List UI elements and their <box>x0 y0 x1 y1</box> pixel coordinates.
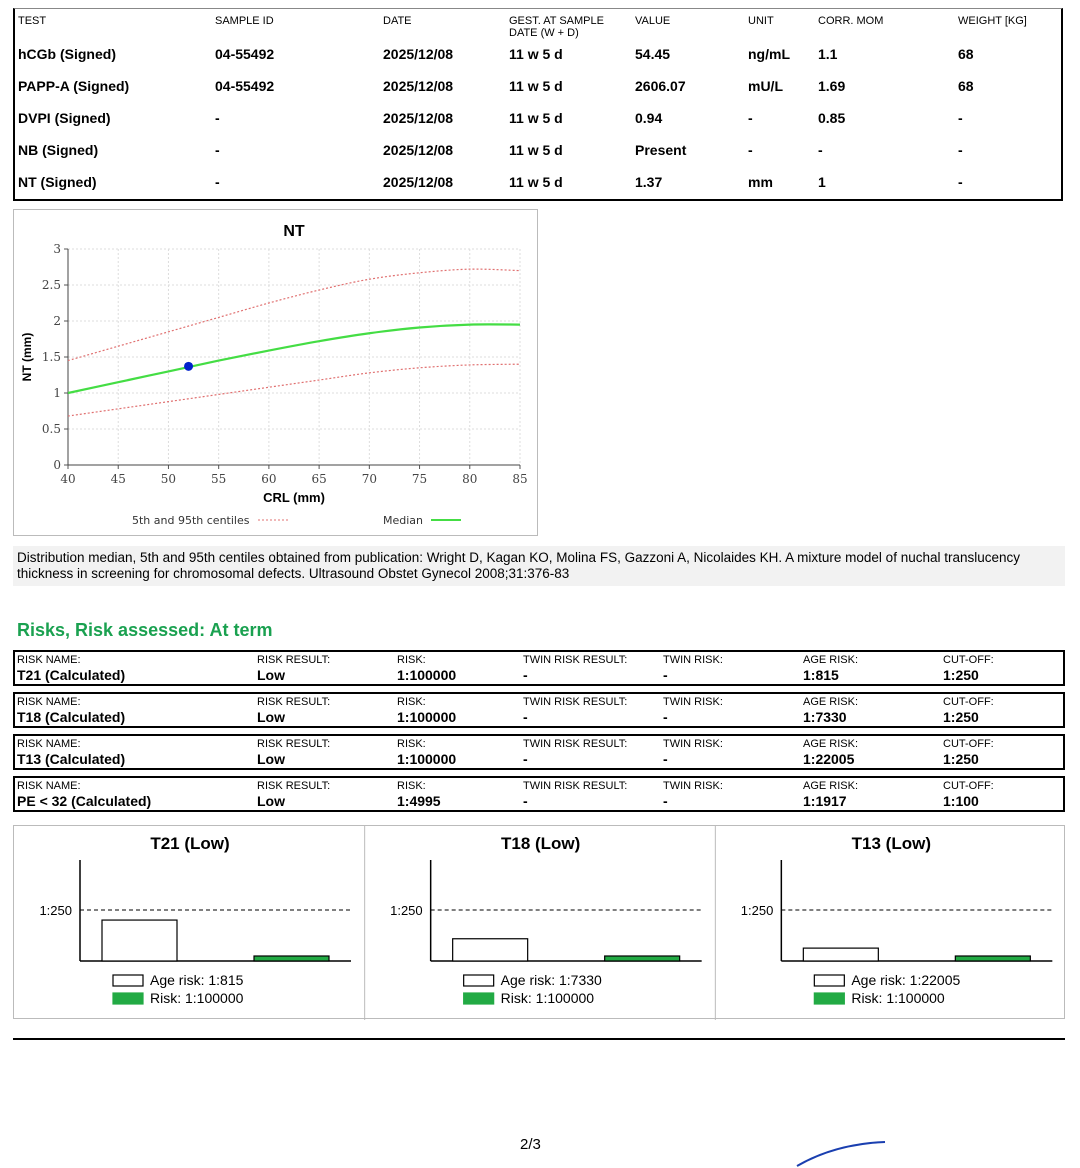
risk-field-label: TWIN RISK: <box>663 780 723 792</box>
risk-field-value: 1:100000 <box>397 751 457 767</box>
table-cell: - <box>818 142 823 158</box>
legend-swatch <box>814 993 844 1004</box>
risk-chart-title: T13 (Low) <box>851 834 932 853</box>
risk-field-label: TWIN RISK RESULT: <box>523 738 628 750</box>
table-cell: mm <box>748 174 773 190</box>
cutoff-label: 1:250 <box>39 903 72 918</box>
nt-chart <box>13 209 538 536</box>
table-cell: 11 w 5 d <box>509 78 563 94</box>
reference-note: Distribution median, 5th and 95th centiles obtained from publication: Wright D, Kagan KO, Molina FS, Gazzoni A, Nicolaides KH. A mixture model of nuchal translucency thickness in screening for chromosomal defects. Ultrasound Obstet Gynecol 2008;31:376-83 <box>13 546 1065 586</box>
legend-label: Risk: 1:100000 <box>851 990 945 1006</box>
risk-row <box>13 776 1065 812</box>
risks-title: Risks, Risk assessed: At term <box>17 620 273 640</box>
risk-field-label: RISK RESULT: <box>257 738 331 750</box>
risk-field-value: 1:1917 <box>803 793 847 809</box>
table-cell: ng/mL <box>748 46 790 62</box>
risk-bar <box>605 956 680 961</box>
risk-row <box>13 650 1065 686</box>
risk-field-label: RISK RESULT: <box>257 696 331 708</box>
risk-bar-charts-svg <box>14 826 1066 1020</box>
age-risk-bar <box>803 948 878 961</box>
legend-label: Age risk: 1:22005 <box>851 972 961 988</box>
risk-field-label: CUT-OFF: <box>943 738 994 750</box>
column-header: SAMPLE ID <box>215 15 274 27</box>
y-tick-label: 1 <box>53 386 61 400</box>
table-cell: 2025/12/08 <box>383 110 454 126</box>
risk-bar <box>955 956 1030 961</box>
y-tick-label: 2.5 <box>41 278 61 292</box>
table-cell: 11 w 5 d <box>509 142 563 158</box>
table-cell: - <box>215 110 220 126</box>
risk-bar <box>254 956 329 961</box>
legend-centiles-label: 5th and 95th centiles <box>132 514 250 527</box>
table-cell: - <box>748 142 753 158</box>
table-cell: 0.94 <box>635 110 663 126</box>
risk-field-label: TWIN RISK: <box>663 738 723 750</box>
page-number: 2/3 <box>520 1136 541 1153</box>
y-tick-label: 1.5 <box>41 350 61 364</box>
age-risk-bar <box>453 939 528 961</box>
risk-field-value: 1:250 <box>943 751 979 767</box>
risk-field-label: RISK NAME: <box>17 780 81 792</box>
risk-field-label: TWIN RISK RESULT: <box>523 696 628 708</box>
legend-label: Age risk: 1:7330 <box>500 972 602 988</box>
risk-field-label: CUT-OFF: <box>943 780 994 792</box>
table-cell: - <box>215 174 220 190</box>
risk-field-label: RISK NAME: <box>17 738 81 750</box>
risk-field-value: 1:250 <box>943 667 979 683</box>
risk-field-value: Low <box>257 667 285 683</box>
table-cell: - <box>958 174 963 190</box>
chart-title: NT <box>283 223 305 240</box>
table-cell: - <box>748 110 753 126</box>
risk-field-value: - <box>663 709 668 725</box>
table-cell: 1.1 <box>818 46 838 62</box>
risk-field-value: 1:100000 <box>397 667 457 683</box>
risk-field-label: RISK NAME: <box>17 696 81 708</box>
nt-chart-svg <box>14 210 539 537</box>
y-tick-label: 2 <box>53 314 61 328</box>
risk-field-value: 1:815 <box>803 667 839 683</box>
risk-field-label: TWIN RISK RESULT: <box>523 654 628 666</box>
table-cell: 11 w 5 d <box>509 110 563 126</box>
risk-field-label: RISK NAME: <box>17 654 81 666</box>
risk-field-value: 1:22005 <box>803 751 855 767</box>
risk-field-value: - <box>663 751 668 767</box>
table-cell: 54.45 <box>635 46 671 62</box>
x-tick-label: 60 <box>261 472 277 486</box>
table-cell: 1.37 <box>635 174 663 190</box>
y-tick-label: 3 <box>53 242 61 256</box>
risk-field-value: 1:100000 <box>397 709 457 725</box>
risk-field-value: Low <box>257 751 285 767</box>
column-header: VALUE <box>635 15 671 27</box>
x-axis-label: CRL (mm) <box>263 490 325 505</box>
risk-row <box>13 734 1065 770</box>
x-tick-label: 75 <box>411 472 428 486</box>
table-cell: 0.85 <box>818 110 846 126</box>
risk-field-label: RISK: <box>397 780 426 792</box>
risk-field-label: CUT-OFF: <box>943 654 994 666</box>
legend-label: Risk: 1:100000 <box>150 990 244 1006</box>
table-cell: 68 <box>958 46 974 62</box>
y-tick-label: 0 <box>53 458 61 472</box>
table-cell: DVPI (Signed) <box>18 110 111 126</box>
risk-field-label: RISK: <box>397 696 426 708</box>
table-cell: - <box>958 142 963 158</box>
risk-field-label: AGE RISK: <box>803 696 859 708</box>
table-cell: - <box>215 142 220 158</box>
table-cell: 2025/12/08 <box>383 78 454 94</box>
risk-field-value: T18 (Calculated) <box>17 709 126 725</box>
table-cell: 11 w 5 d <box>509 46 563 62</box>
risk-field-label: CUT-OFF: <box>943 696 994 708</box>
logo-arc-icon <box>795 1138 895 1168</box>
column-header: DATE <box>383 15 412 27</box>
results-table <box>13 8 1063 201</box>
risk-row <box>13 692 1065 728</box>
risk-field-label: AGE RISK: <box>803 654 859 666</box>
legend-median-label: Median <box>383 514 424 527</box>
patient-nt-point <box>184 362 193 371</box>
x-tick-label: 40 <box>60 472 76 486</box>
legend-label: Age risk: 1:815 <box>150 972 244 988</box>
risk-field-value: 1:250 <box>943 709 979 725</box>
legend-label: Risk: 1:100000 <box>500 990 595 1006</box>
cutoff-label: 1:250 <box>740 903 774 918</box>
table-cell: PAPP-A (Signed) <box>18 78 130 94</box>
table-cell: hCGb (Signed) <box>18 46 116 62</box>
table-cell: Present <box>635 142 687 158</box>
age-risk-bar <box>102 920 177 961</box>
table-cell: 2025/12/08 <box>383 174 454 190</box>
risk-field-label: AGE RISK: <box>803 738 859 750</box>
risk-field-value: - <box>523 793 528 809</box>
legend-swatch <box>814 975 844 986</box>
column-header: CORR. MOM <box>818 15 884 27</box>
column-header: TEST <box>18 15 47 27</box>
x-tick-label: 65 <box>311 472 327 486</box>
risk-field-value: - <box>663 793 668 809</box>
column-header: WEIGHT [KG] <box>958 15 1027 27</box>
legend-swatch <box>464 993 494 1004</box>
column-header: GEST. AT SAMPLE DATE (W + D) <box>509 15 604 39</box>
risk-field-label: TWIN RISK RESULT: <box>523 780 628 792</box>
risk-field-label: RISK: <box>397 654 426 666</box>
legend-swatch <box>464 975 494 986</box>
risk-field-value: 1:7330 <box>803 709 847 725</box>
risk-field-value: Low <box>257 709 285 725</box>
x-tick-label: 85 <box>512 472 528 486</box>
y-axis-label: NT (mm) <box>20 332 34 382</box>
risk-field-value: - <box>523 751 528 767</box>
risk-field-label: RISK: <box>397 738 426 750</box>
risk-field-label: RISK RESULT: <box>257 654 331 666</box>
risk-chart-title: T21 (Low) <box>150 834 230 853</box>
cutoff-label: 1:250 <box>390 903 423 918</box>
x-tick-label: 80 <box>462 472 478 486</box>
risk-field-label: TWIN RISK: <box>663 696 723 708</box>
risk-bar-charts <box>13 825 1065 1019</box>
legend-swatch <box>113 975 143 986</box>
divider <box>13 1038 1065 1040</box>
x-tick-label: 50 <box>160 472 177 486</box>
table-cell: NB (Signed) <box>18 142 99 158</box>
table-cell: 1 <box>818 174 826 190</box>
centile-line-95th <box>68 269 520 360</box>
x-tick-label: 70 <box>361 472 377 486</box>
table-cell: 2606.07 <box>635 78 686 94</box>
table-cell: 1.69 <box>818 78 846 94</box>
table-cell: 04-55492 <box>215 46 275 62</box>
risk-field-value: T13 (Calculated) <box>17 751 126 767</box>
risk-field-label: RISK RESULT: <box>257 780 331 792</box>
risk-field-label: TWIN RISK: <box>663 654 723 666</box>
y-tick-label: 0.5 <box>41 422 61 436</box>
table-cell: 2025/12/08 <box>383 142 454 158</box>
centile-line-5th <box>68 364 520 416</box>
x-tick-label: 55 <box>211 472 227 486</box>
table-cell: 11 w 5 d <box>509 174 563 190</box>
risk-chart-title: T18 (Low) <box>500 834 581 853</box>
table-cell: NT (Signed) <box>18 174 97 190</box>
risk-field-value: - <box>523 667 528 683</box>
median-line <box>68 324 520 393</box>
risk-field-value: - <box>523 709 528 725</box>
table-cell: - <box>958 110 963 126</box>
risk-field-value: 1:100 <box>943 793 979 809</box>
risk-field-value: T21 (Calculated) <box>17 667 126 683</box>
legend-swatch <box>113 993 143 1004</box>
risk-field-value: 1:4995 <box>397 793 441 809</box>
risk-field-value: PE < 32 (Calculated) <box>17 793 152 809</box>
table-cell: 04-55492 <box>215 78 275 94</box>
table-cell: 68 <box>958 78 974 94</box>
risk-field-label: AGE RISK: <box>803 780 859 792</box>
column-header: UNIT <box>748 15 774 27</box>
table-cell: 2025/12/08 <box>383 46 454 62</box>
risk-field-value: - <box>663 667 668 683</box>
risk-field-value: Low <box>257 793 285 809</box>
table-cell: mU/L <box>748 78 783 94</box>
x-tick-label: 45 <box>110 472 126 486</box>
